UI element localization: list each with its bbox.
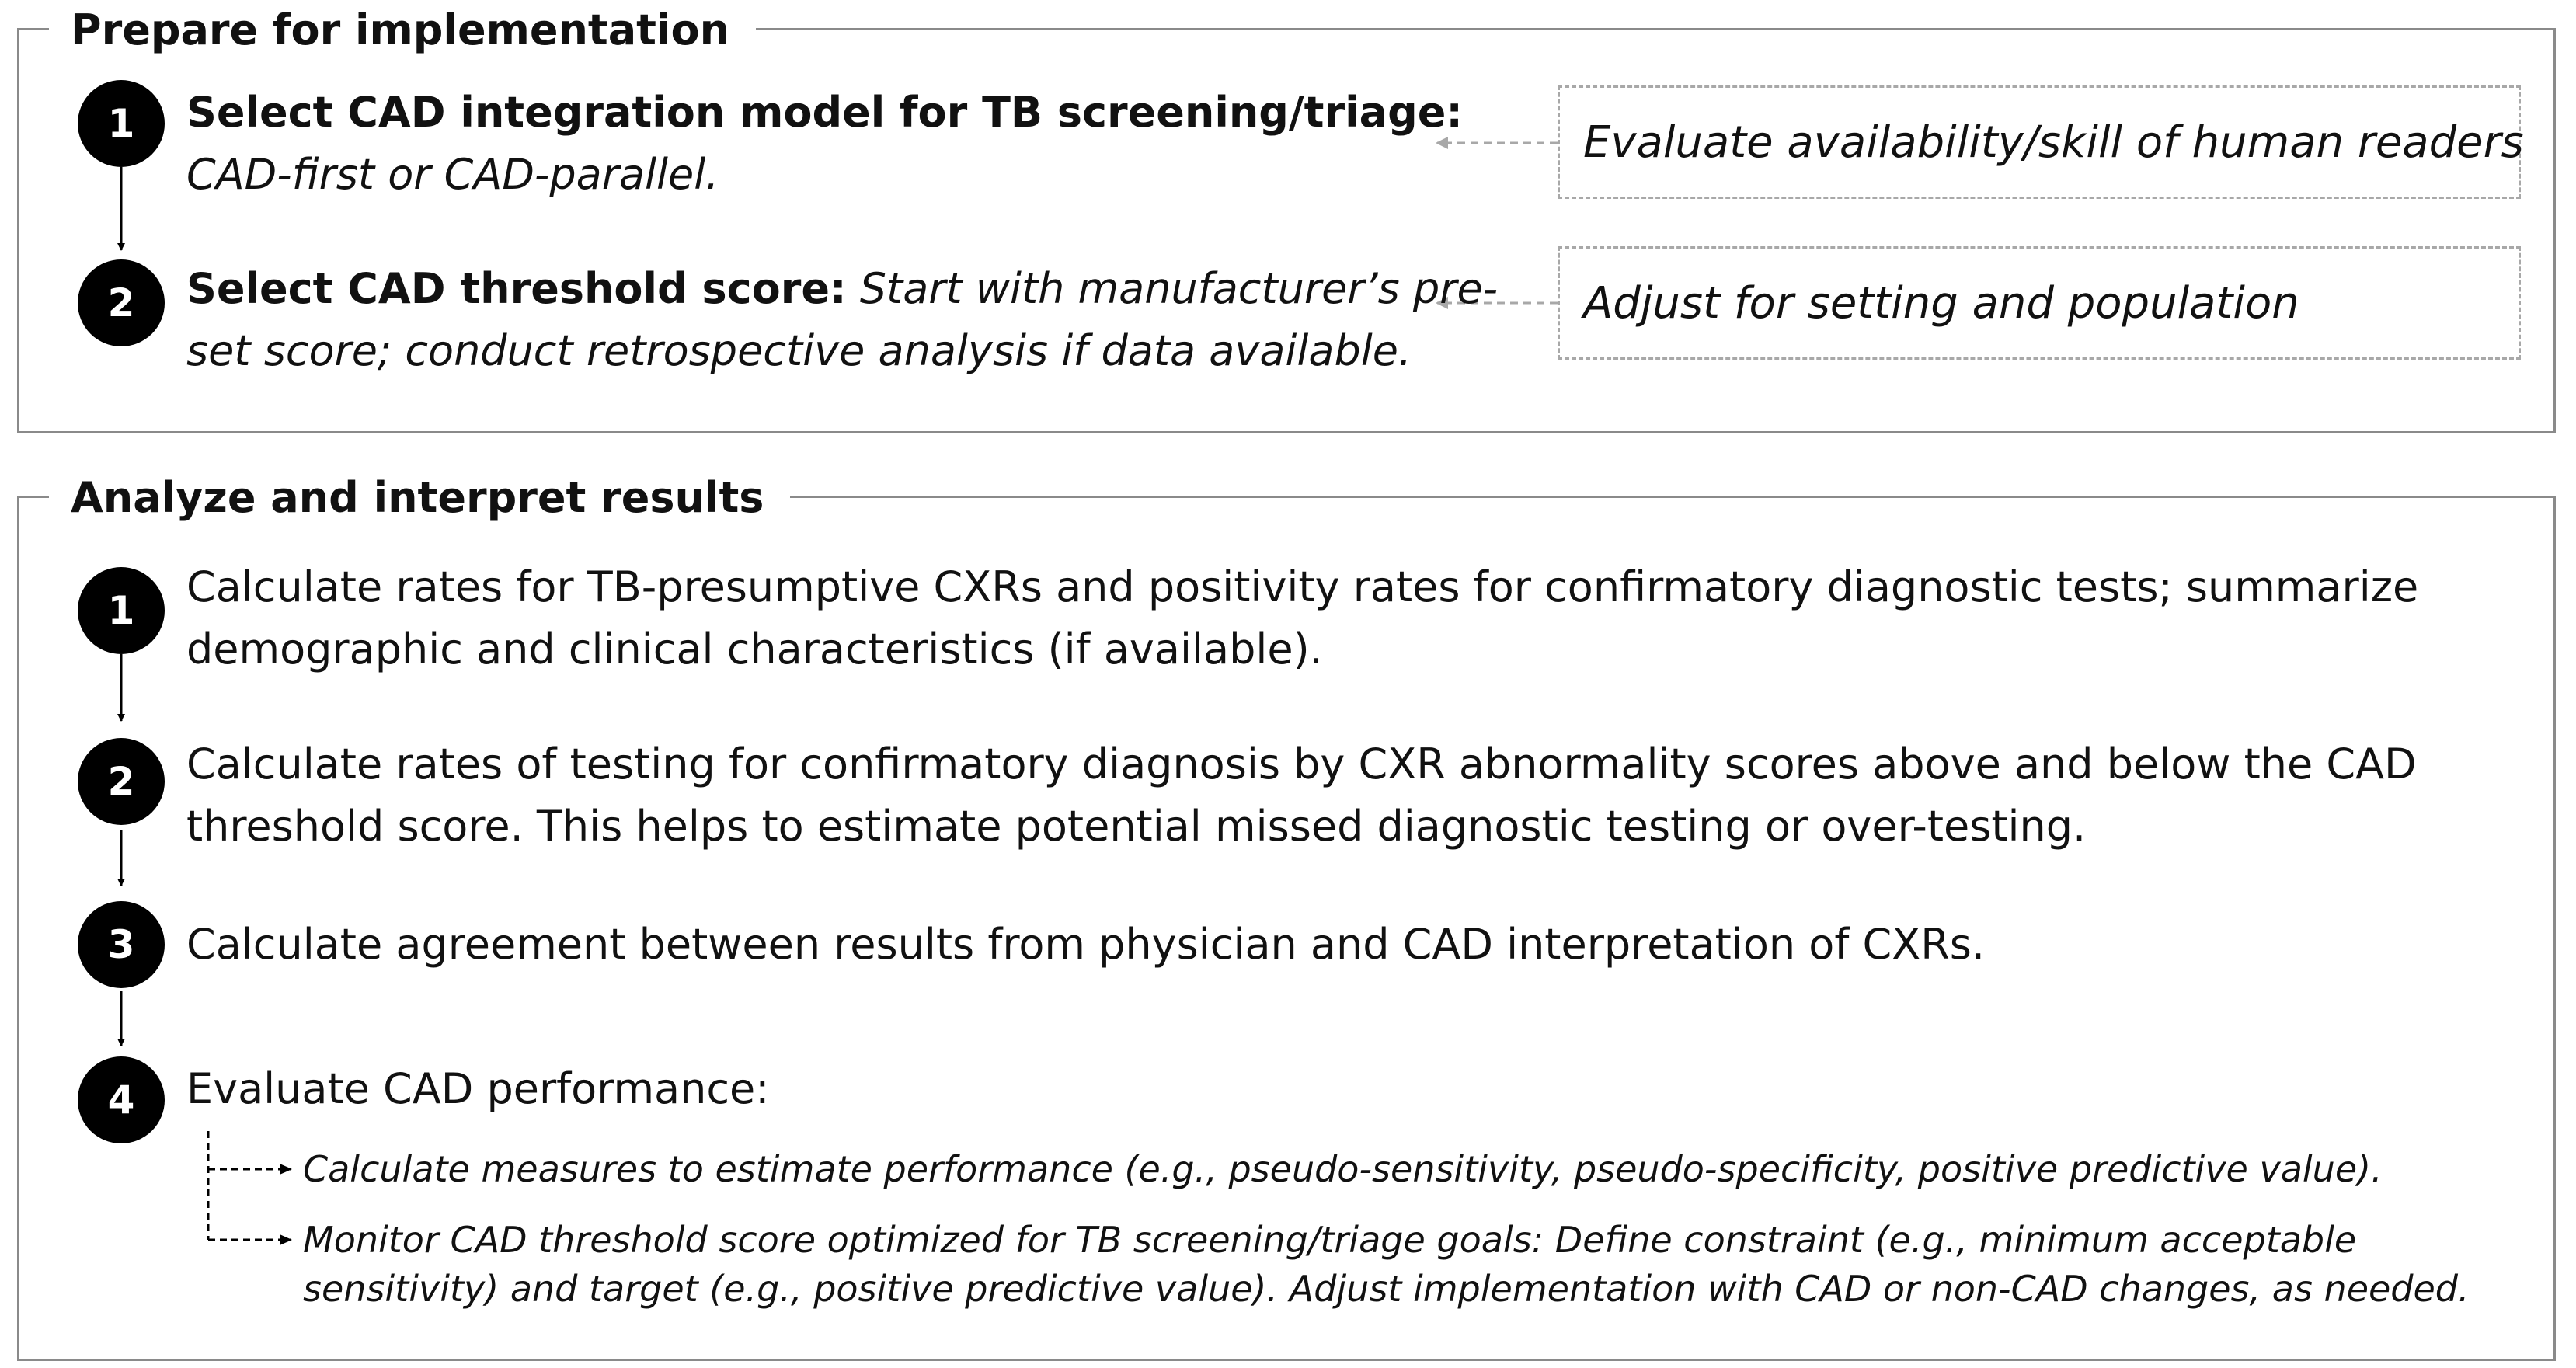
analyze-step-2-line1: Calculate rates of testing for confirmatory diagnosis by CXR abnormality scores above and below the CAD	[186, 740, 2417, 788]
analyze-step-4-badge: 4	[78, 1056, 165, 1143]
analyze-step-3-line1: Calculate agreement between results from physician and CAD interpretation of CXRs.	[186, 920, 1986, 969]
side-box-human-readers: Evaluate availability/skill of human readers	[1558, 85, 2521, 199]
substep-monitor-threshold-line1: Monitor CAD threshold score optimized for TB screening/triage goals: Define constraint (e.g., minimum acceptable	[303, 1219, 2357, 1261]
analyze-step-1-line1: Calculate rates for TB-presumptive CXRs and positivity rates for confirmatory diagnostic tests; summarize	[186, 562, 2419, 611]
analyze-step-2-badge: 2	[78, 738, 165, 825]
prepare-step-2-badge: 2	[78, 259, 165, 346]
analyze-step-2-line2: threshold score. This helps to estimate potential missed diagnostic testing or over-testing.	[186, 802, 2087, 851]
side-box-setting-population: Adjust for setting and population	[1558, 246, 2521, 360]
prepare-panel-title: Prepare for implementation	[49, 2, 756, 58]
substep-monitor-threshold-line2: sensitivity) and target (e.g., positive predictive value). Adjust implementation with CAD or non-CAD changes, as needed.	[303, 1268, 2470, 1310]
prepare-step-1-badge: 1	[78, 80, 165, 167]
prepare-step-2-detail-line2: set score; conduct retrospective analysis if data available.	[186, 326, 1412, 375]
analyze-step-1-line2: demographic and clinical characteristics (if available).	[186, 625, 1323, 674]
analyze-step-4-line1: Evaluate CAD performance:	[186, 1064, 770, 1113]
prepare-step-2-bold: Select CAD threshold score:	[186, 264, 847, 313]
prepare-step-1-detail: CAD-first or CAD-parallel.	[186, 150, 719, 199]
prepare-step-1-bold: Select CAD integration model for TB screening/triage:	[186, 88, 1463, 137]
substep-performance-measures: Calculate measures to estimate performance (e.g., pseudo-sensitivity, pseudo-specificity, positive predictive value).	[303, 1148, 2383, 1190]
prepare-step-2-detail-line1: Start with manufacturer’s pre-	[846, 264, 1499, 313]
analyze-step-1-badge: 1	[78, 567, 165, 654]
prepare-step-2-heading	[186, 258, 1498, 320]
analyze-step-3-badge: 3	[78, 901, 165, 988]
prepare-step-1-heading	[186, 82, 1463, 144]
analyze-panel-title: Analyze and interpret results	[49, 470, 790, 526]
